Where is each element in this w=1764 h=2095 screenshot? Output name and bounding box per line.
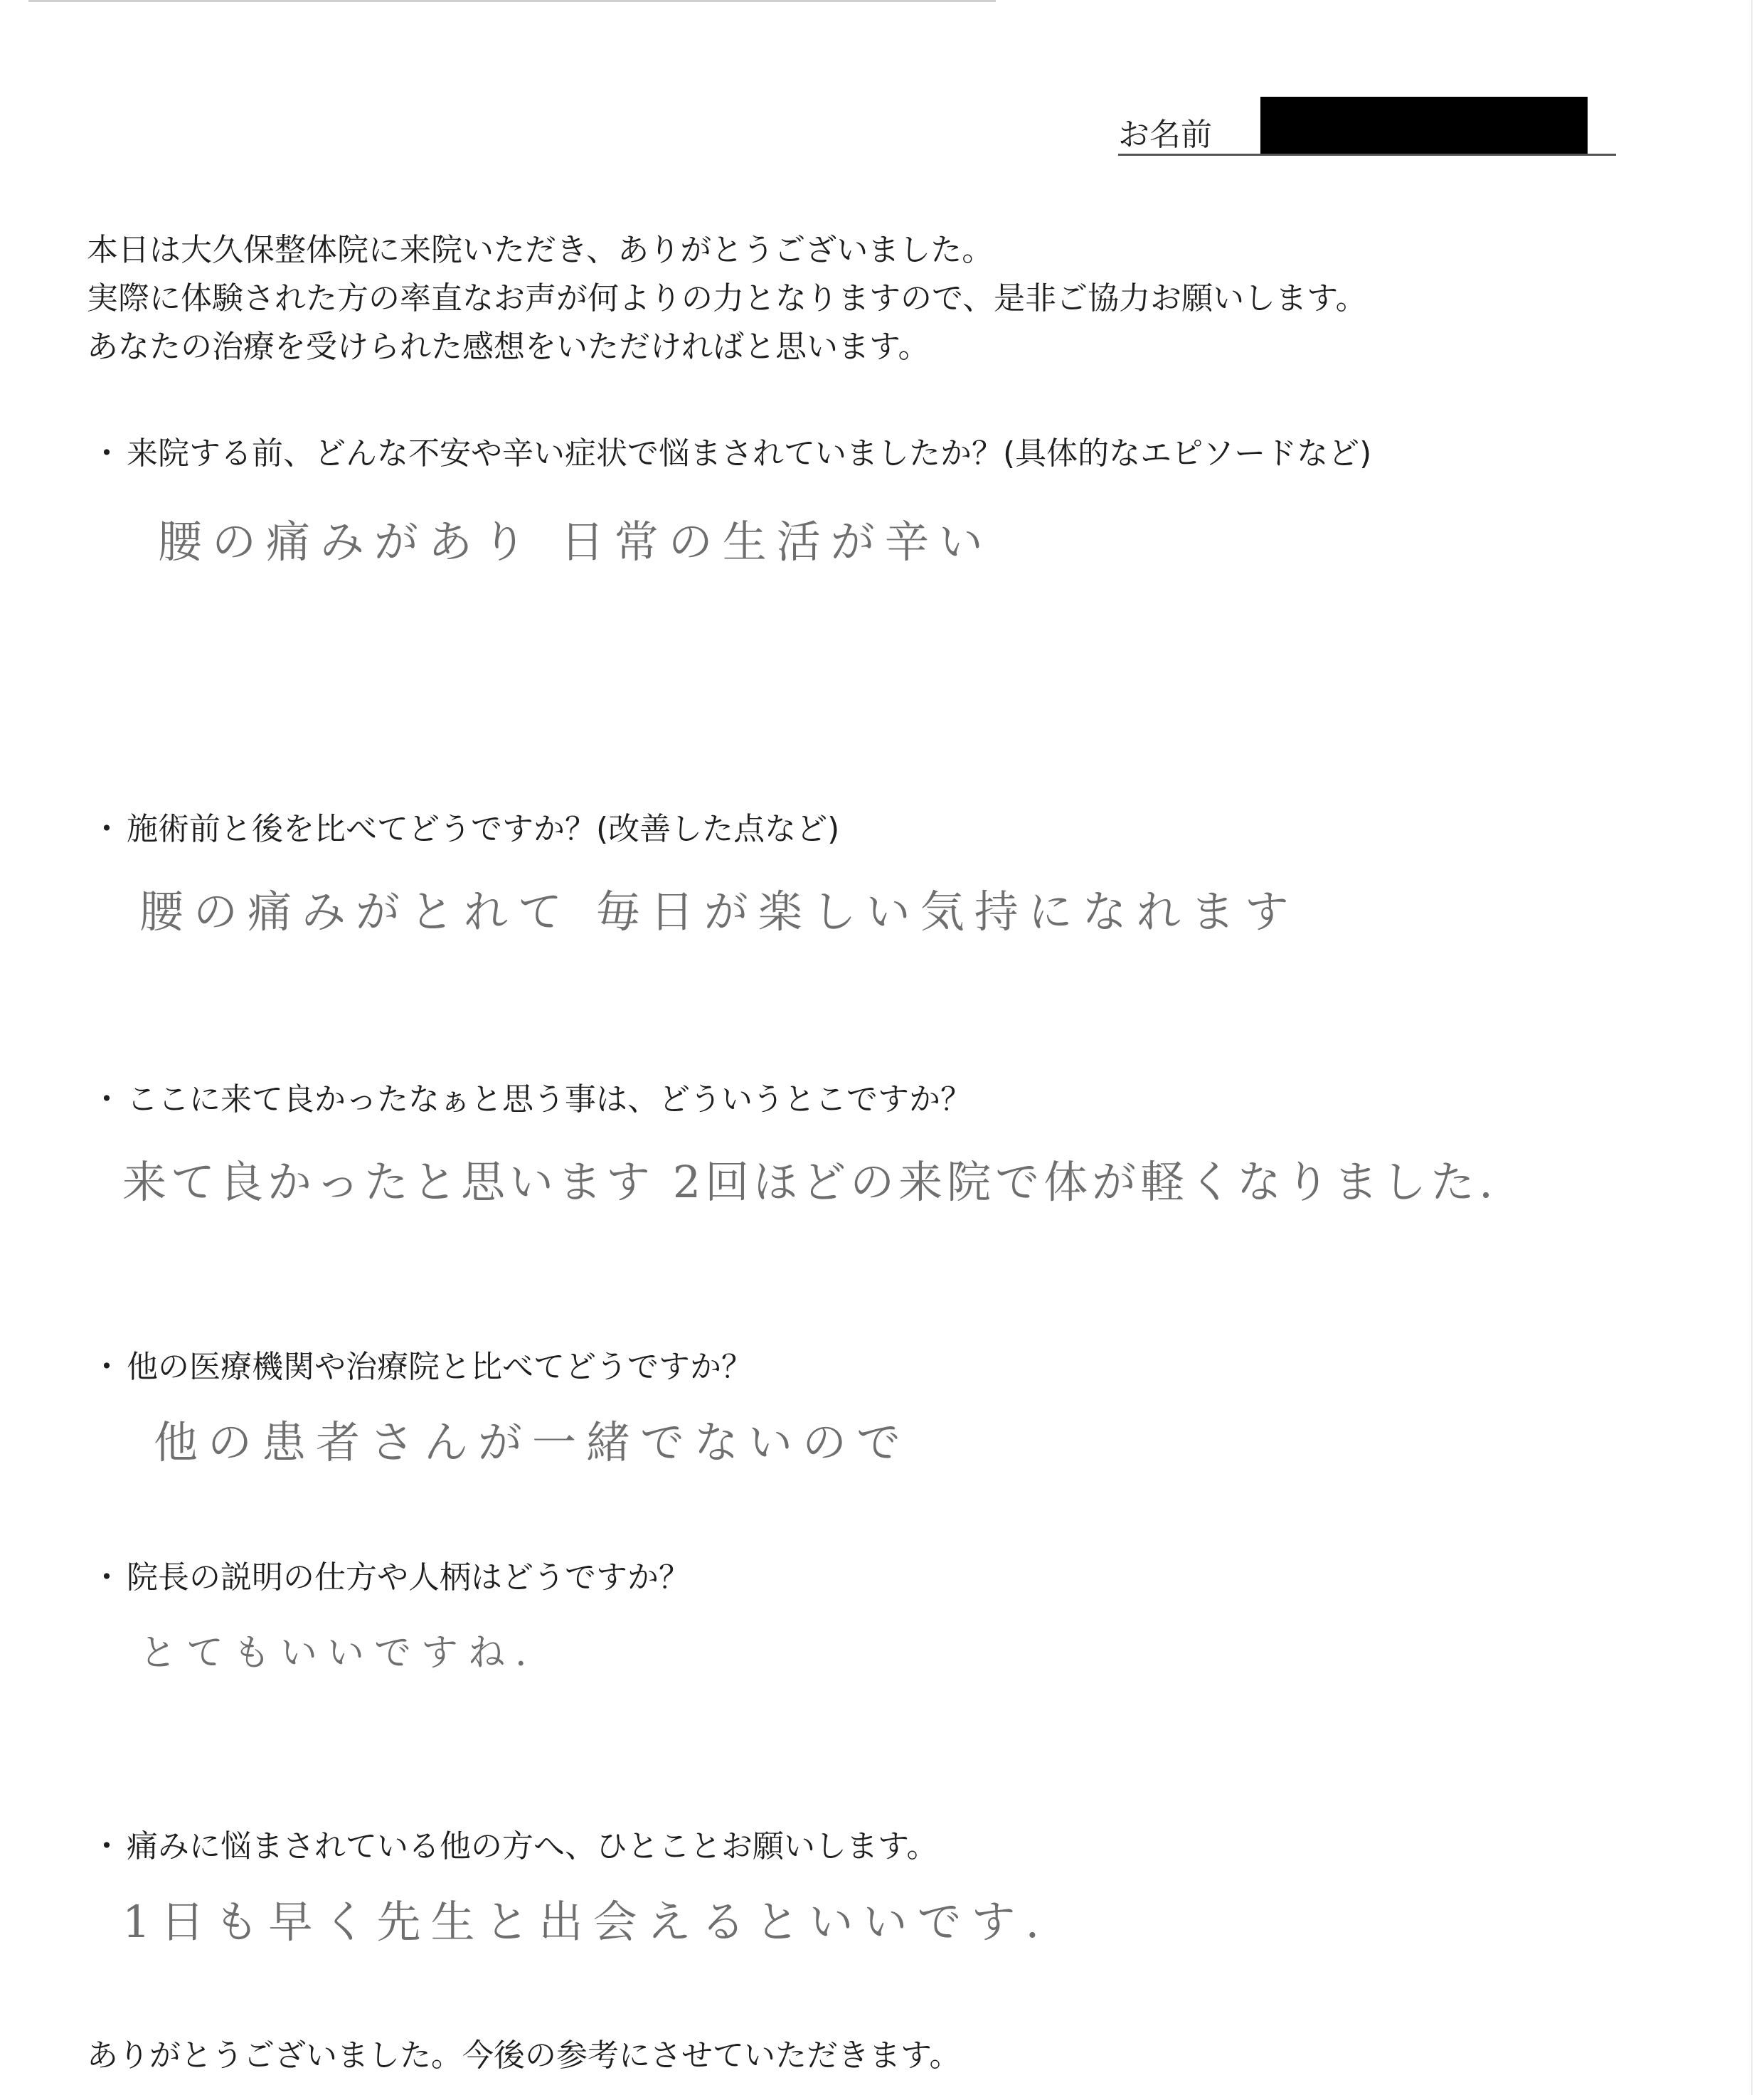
question-6 <box>87 1825 937 1868</box>
bullet-mark: ・ <box>91 811 122 847</box>
answer-5-handwritten: とてもいいですね. <box>139 1632 537 1675</box>
question-6-text: 痛みに悩まされている他の方へ、ひとことお願いします。 <box>127 1828 938 1865</box>
question-3-text: ここに来て良かったなぁと思う事は、どういうとこですか？ <box>127 1081 972 1118</box>
bullet-mark: ・ <box>91 1559 122 1596</box>
closing-text: ありがとうございました。今後の参考にさせていただきます。 <box>87 2037 961 2074</box>
bullet-mark: ・ <box>91 1081 122 1118</box>
intro-line-1: 本日は大久保整体院に来院いただき、ありがとうございました。 <box>87 232 994 268</box>
answer-6-handwritten: 1日も早く先生と出会えるといいです. <box>122 1896 1050 1948</box>
name-underline <box>1118 154 1616 156</box>
right-scan-edge <box>1751 0 1753 2095</box>
name-field <box>1118 107 1616 157</box>
answer-4-handwritten: 他の患者さんが一緒でないので <box>154 1416 911 1468</box>
question-1-text: 来院する前、どんな不安や辛い症状で悩まされていましたか？(具体的なエピソードなど) <box>127 435 1372 472</box>
question-2 <box>87 808 839 851</box>
intro-line-3: あなたの治療を受けられた感想をいただければと思います。 <box>87 329 930 365</box>
question-5-text: 院長の説明の仕方や人柄はどうですか？ <box>127 1559 690 1596</box>
question-5 <box>87 1556 690 1599</box>
bullet-mark: ・ <box>91 435 122 472</box>
question-2-text: 施術前と後を比べてどうですか？(改善した点など) <box>127 811 840 847</box>
name-redaction-block <box>1260 97 1588 154</box>
question-1 <box>87 433 1371 475</box>
bullet-mark: ・ <box>91 1828 122 1865</box>
top-scan-edge <box>28 0 996 2</box>
answer-2-handwritten: 腰の痛みがとれて 毎日が楽しい気持になれます <box>139 886 1299 938</box>
question-4-text: 他の医療機関や治療院と比べてどうですか？ <box>127 1349 753 1385</box>
question-3 <box>87 1078 972 1121</box>
answer-3-handwritten: 来て良かったと思います 2回ほどの来院で体が軽くなりました. <box>122 1156 1497 1208</box>
answer-1-handwritten: 腰の痛みがあり 日常の生活が辛い <box>158 516 993 568</box>
intro-line-2: 実際に体験された方の率直なお声が何よりの力となりますので、是非ご協力お願いします。 <box>87 280 1367 317</box>
intro-paragraph <box>87 226 1652 371</box>
name-label: お名前 <box>1118 117 1212 153</box>
bullet-mark: ・ <box>91 1349 122 1385</box>
question-4 <box>87 1346 753 1389</box>
